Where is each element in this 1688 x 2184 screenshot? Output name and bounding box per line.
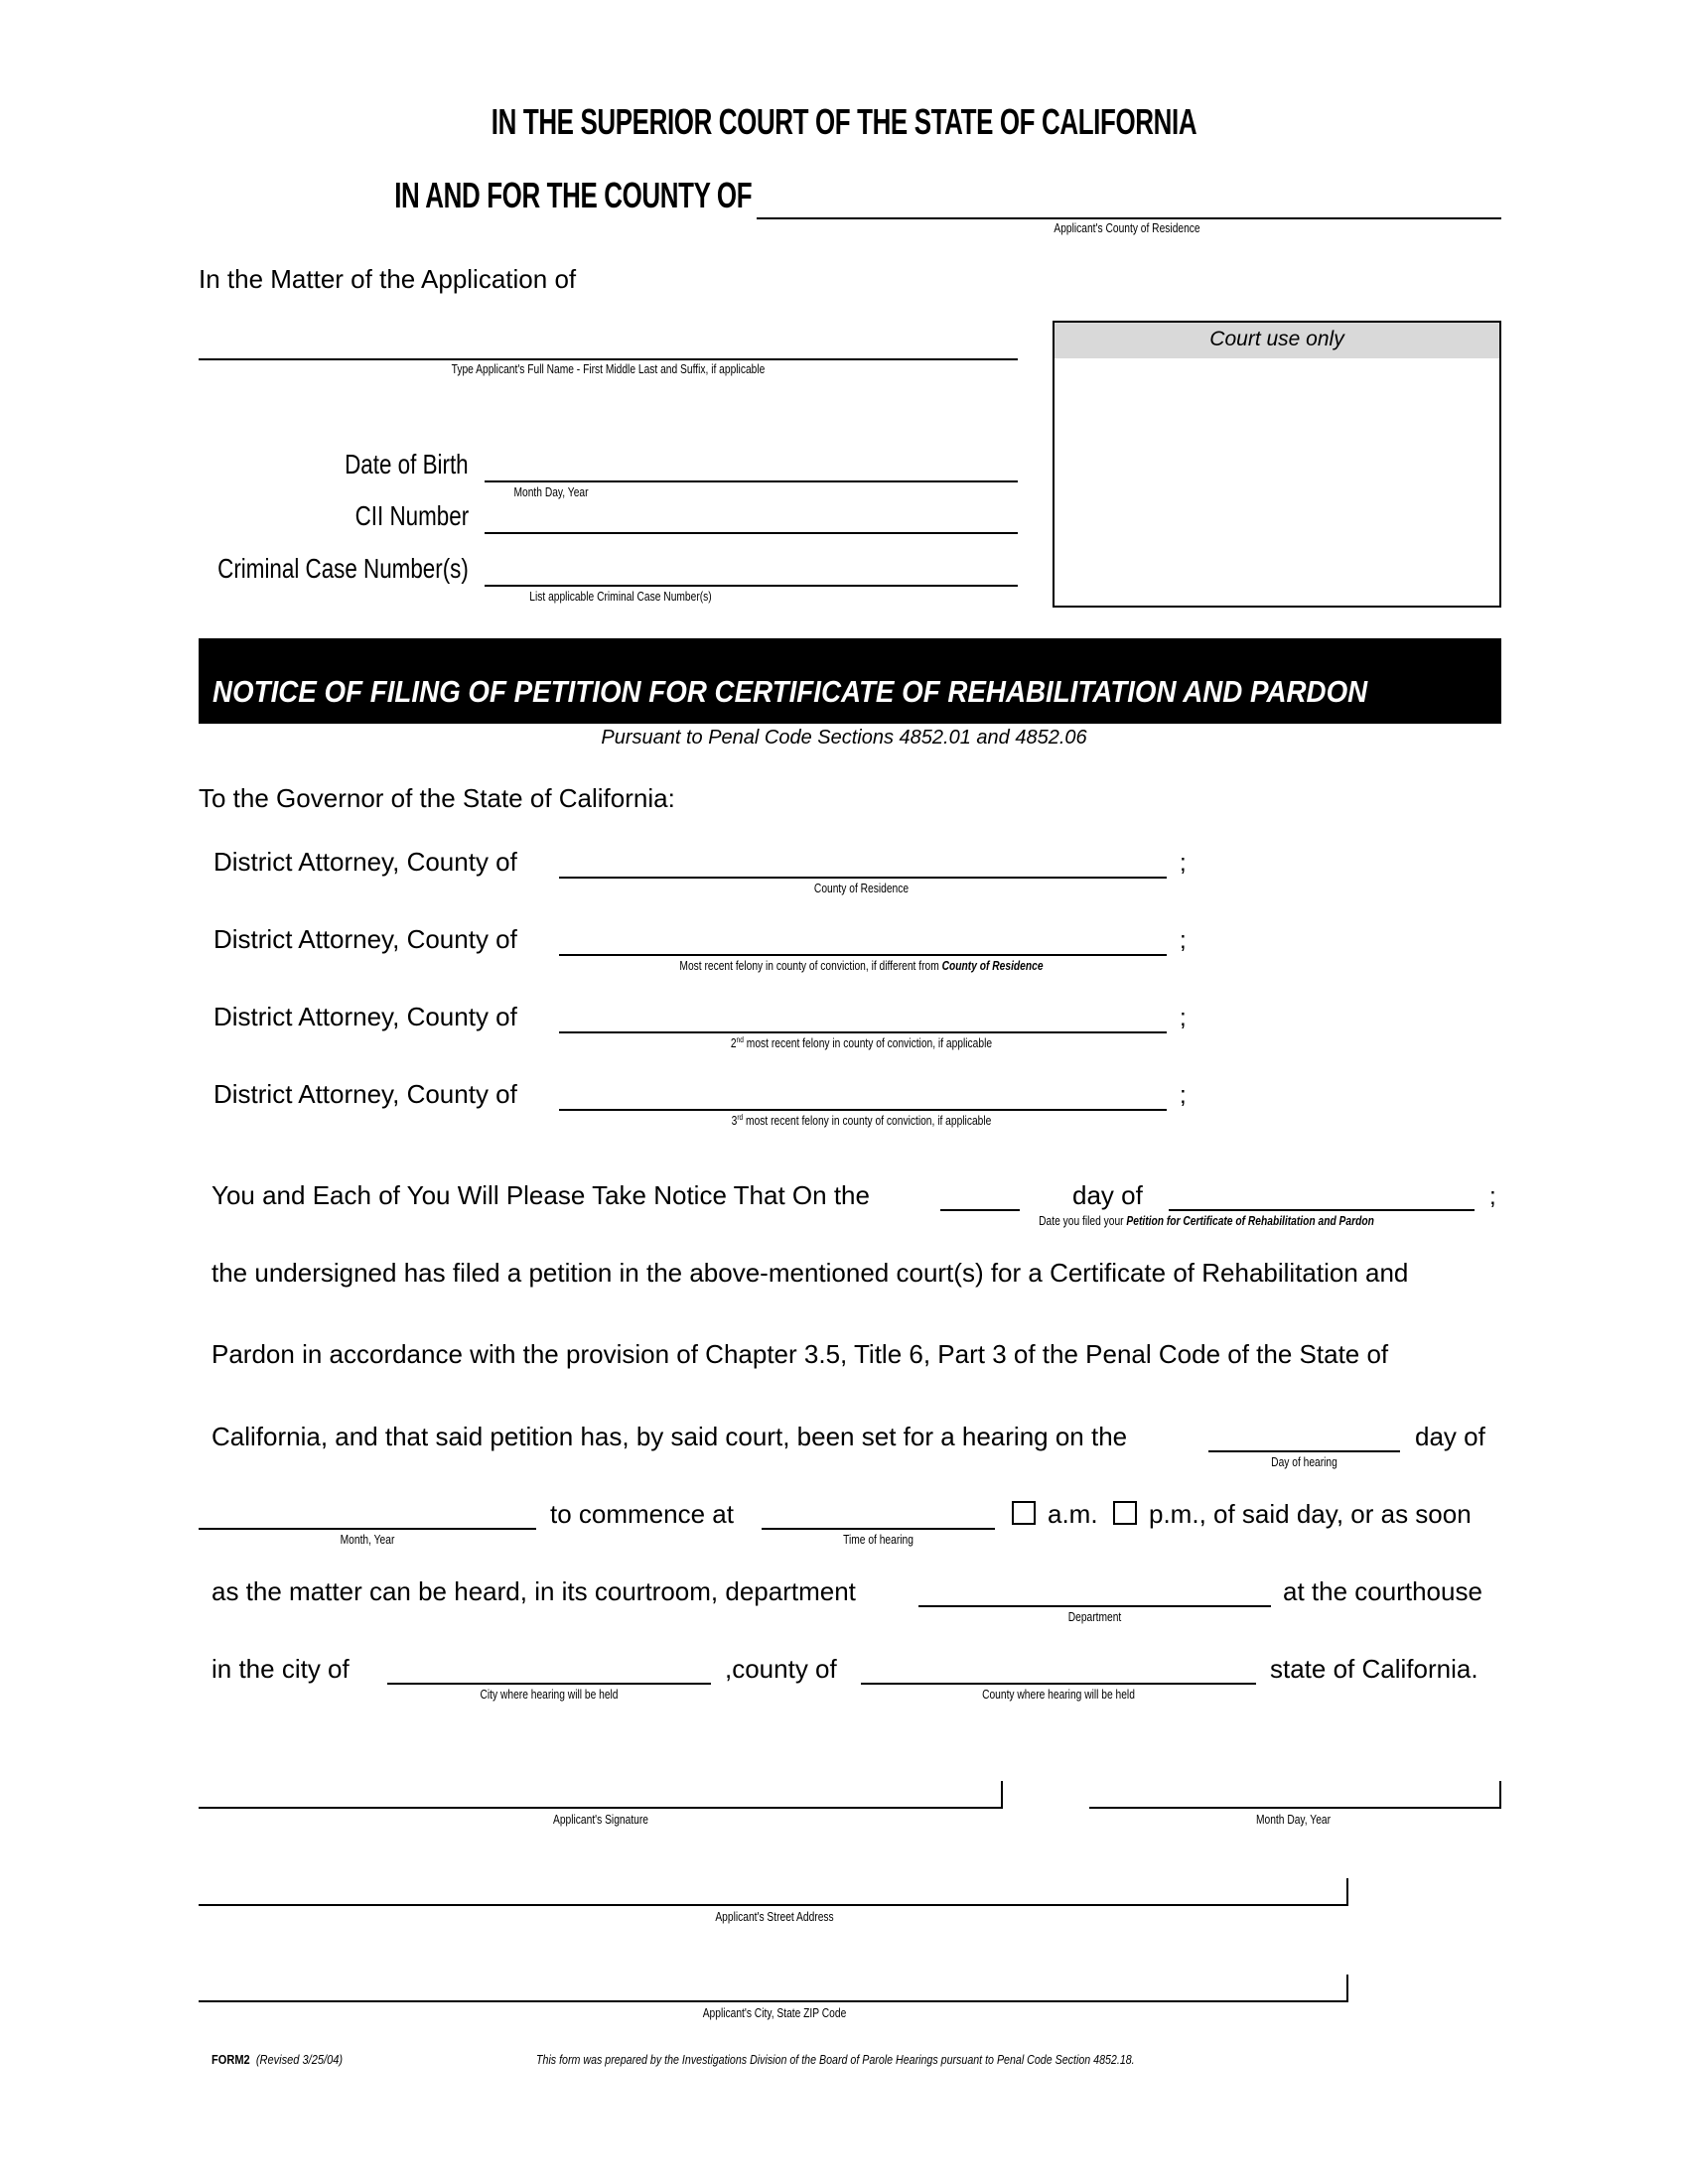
court-use-title: Court use only xyxy=(1209,328,1344,350)
filed-month-line[interactable] xyxy=(1169,1209,1475,1211)
da-semicolon-3: ; xyxy=(1180,1005,1187,1031)
hearing-county-caption: County where hearing will be held xyxy=(982,1688,1135,1702)
city-state-zip-caption: Applicant's City, State ZIP Code xyxy=(702,2006,847,2020)
signature-caption: Applicant's Signature xyxy=(553,1813,648,1827)
notice-line4-dayof: day of xyxy=(1415,1422,1485,1451)
hearing-city-caption: City where hearing will be held xyxy=(480,1688,619,1702)
hearing-time-line[interactable] xyxy=(762,1528,995,1530)
notice-line4-text: California, and that said petition has, by said court, been set for a hearing on the xyxy=(211,1422,1128,1451)
hearing-time-caption: Time of hearing xyxy=(843,1533,914,1547)
filed-date-caption: Date you filed your Petition for Certificate of Rehabilitation and Pardon xyxy=(1039,1214,1374,1228)
court-use-header xyxy=(1055,323,1499,358)
am-label: a.m. xyxy=(1048,1499,1098,1529)
hearing-month-caption: Month, Year xyxy=(340,1533,395,1547)
notice-line2: the undersigned has filed a petition in the above-mentioned court(s) for a Certificate of Rehabilitation and xyxy=(211,1258,1409,1288)
notice-line5-text: to commence at xyxy=(550,1499,734,1529)
notice-banner xyxy=(199,638,1501,724)
notice-line1-dayof: day of xyxy=(1072,1180,1143,1210)
da-county-line-2[interactable] xyxy=(559,954,1167,956)
signature-line-tick xyxy=(1001,1781,1003,1809)
applicant-name-caption: Type Applicant's Full Name - First Middle Last and Suffix, if applicable xyxy=(451,362,766,376)
matter-label: In the Matter of the Application of xyxy=(199,264,577,294)
pm-label: p.m., of said day, or as soon xyxy=(1149,1499,1472,1529)
dob-label: Date of Birth xyxy=(345,449,469,479)
am-checkbox[interactable] xyxy=(1012,1501,1036,1525)
county-of-residence-caption: Applicant's County of Residence xyxy=(1054,221,1200,235)
county-of-residence-line[interactable] xyxy=(757,217,1501,219)
da-caption-2: Most recent felony in county of conviction, if different from County of Residence xyxy=(679,959,1044,973)
to-governor: To the Governor of the State of California: xyxy=(199,783,675,813)
city-state-zip-line[interactable] xyxy=(199,2000,1348,2002)
notice-line6-text: as the matter can be heard, in its courtroom, department xyxy=(211,1576,856,1606)
applicant-name-line[interactable] xyxy=(199,358,1018,360)
cii-line[interactable] xyxy=(485,532,1018,534)
signature-line[interactable] xyxy=(199,1807,1003,1809)
notice-line1-text: You and Each of You Will Please Take Notice That On the xyxy=(211,1180,870,1210)
da-caption-3: 2nd most recent felony in county of conviction, if applicable xyxy=(730,1035,993,1051)
department-line[interactable] xyxy=(918,1605,1271,1607)
hearing-month-line[interactable] xyxy=(199,1528,536,1530)
da-semicolon-1: ; xyxy=(1180,850,1187,877)
da-caption-4: 3rd most recent felony in county of conviction, if applicable xyxy=(731,1113,992,1129)
dob-line[interactable] xyxy=(485,480,1018,482)
street-address-line[interactable] xyxy=(199,1904,1348,1906)
court-use-box xyxy=(1053,321,1501,608)
footer-prepared-by: This form was prepared by the Investigations Division of the Board of Parole Hearings pursuant to Penal Code Section 4852.18. xyxy=(536,2052,1135,2067)
hearing-day-line[interactable] xyxy=(1208,1450,1400,1452)
da-county-line-1[interactable] xyxy=(559,877,1167,879)
form-id xyxy=(211,2052,343,2067)
department-caption: Department xyxy=(1067,1610,1122,1624)
signature-date-line[interactable] xyxy=(1089,1807,1501,1809)
street-address-tick xyxy=(1346,1878,1348,1906)
da-semicolon-2: ; xyxy=(1180,927,1187,954)
case-number-caption: List applicable Criminal Case Number(s) xyxy=(529,590,712,604)
notice-line7-city: in the city of xyxy=(211,1654,350,1684)
court-title-line2: IN AND FOR THE COUNTY OF xyxy=(394,175,753,215)
notice-line7-county: ,county of xyxy=(725,1654,837,1684)
signature-date-tick xyxy=(1499,1781,1501,1809)
da-semicolon-4: ; xyxy=(1180,1082,1187,1109)
case-number-line[interactable] xyxy=(485,585,1018,587)
da-label-4: District Attorney, County of xyxy=(213,1079,517,1109)
pm-checkbox[interactable] xyxy=(1113,1501,1137,1525)
banner-subtitle: Pursuant to Penal Code Sections 4852.01 and 4852.06 xyxy=(601,727,1087,749)
notice-line3: Pardon in accordance with the provision of Chapter 3.5, Title 6, Part 3 of the Penal Code of the State of xyxy=(211,1339,1389,1369)
da-county-line-4[interactable] xyxy=(559,1109,1167,1111)
notice-line6-courthouse: at the courthouse xyxy=(1283,1576,1482,1606)
notice-line7-state: state of California. xyxy=(1270,1654,1478,1684)
da-caption-1: County of Residence xyxy=(813,882,910,895)
hearing-day-caption: Day of hearing xyxy=(1271,1455,1337,1469)
form-revised: (Revised 3/25/04) xyxy=(255,2052,344,2067)
city-state-zip-tick xyxy=(1346,1975,1348,2002)
case-number-label: Criminal Case Number(s) xyxy=(217,553,469,584)
da-label-3: District Attorney, County of xyxy=(213,1002,517,1031)
hearing-county-line[interactable] xyxy=(861,1683,1256,1685)
da-label-2: District Attorney, County of xyxy=(213,924,517,954)
filed-day-line[interactable] xyxy=(940,1209,1020,1211)
signature-date-caption: Month Day, Year xyxy=(1255,1813,1332,1827)
da-label-1: District Attorney, County of xyxy=(213,847,517,877)
street-address-caption: Applicant's Street Address xyxy=(715,1910,834,1924)
notice-line1-semicolon: ; xyxy=(1489,1183,1496,1210)
court-title-line1: IN THE SUPERIOR COURT OF THE STATE OF CALIFORNIA xyxy=(491,101,1197,142)
hearing-city-line[interactable] xyxy=(387,1683,711,1685)
dob-caption: Month Day, Year xyxy=(513,485,589,499)
form-number: FORM2 xyxy=(211,2052,250,2067)
cii-label: CII Number xyxy=(354,500,469,531)
da-county-line-3[interactable] xyxy=(559,1031,1167,1033)
banner-title: NOTICE OF FILING OF PETITION FOR CERTIFICATE OF REHABILITATION AND PARDON xyxy=(212,674,1368,709)
